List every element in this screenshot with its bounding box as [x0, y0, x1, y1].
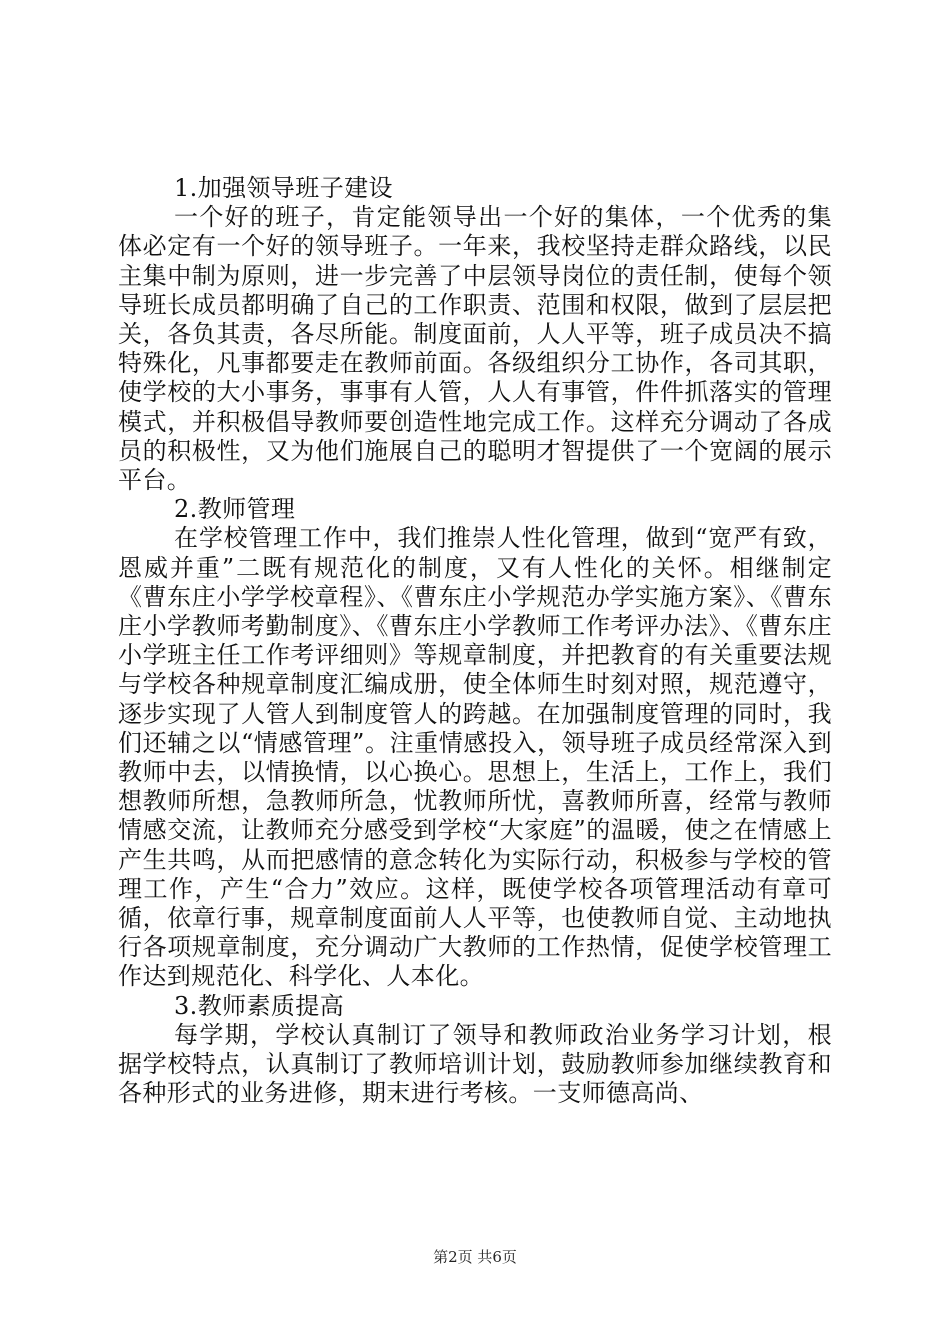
document-body: [118, 174, 832, 1109]
page-number-footer: 第2页 共6页: [433, 1248, 517, 1266]
section-paragraph-2: 在学校管理工作中，我们推崇人性化管理，做到“宽严有致，恩威并重”二既有规范化的制度，又有人性化的关怀。相继制定《曹东庄小学学校章程》、《曹东庄小学规范办学实施方案》、《曹东庄小学教师考勤制度》、《曹东庄小学教师工作考评办法》、《曹东庄小学班主任工作考评细则》等规章制度，并把教育的有关重要法规与学校各种规章制度汇编成册，使全体师生时刻对照，规范遵守，逐步实现了人管人到制度管人的跨越。在加强制度管理的同时，我们还辅之以“情感管理”。注重情感投入，领导班子成员经常深入到教师中去，以情换情，以心换心。思想上，生活上，工作上，我们想教师所想，急教师所急，忧教师所忧，喜教师所喜，经常与教师情感交流，让教师充分感受到学校“大家庭”的温暖，使之在情感上产生共鸣，从而把感情的意念转化为实际行动，积极参与学校的管理工作，产生“合力”效应。这样，既使学校各项管理活动有章可循，依章行事，规章制度面前人人平等，也使教师自觉、主动地执行各项规章制度，充分调动广大教师的工作热情，促使学校管理工作达到规范化、科学化、人本化。: [118, 524, 832, 991]
section-heading-1: 1.加强领导班子建设: [174, 174, 393, 202]
section-heading-2: 2.教师管理: [174, 495, 296, 524]
section-heading-3: 3.教师素质提高: [174, 991, 345, 1020]
section-paragraph-3: 每学期，学校认真制订了领导和教师政治业务学习计划，根据学校特点，认真制订了教师培训计划，鼓励教师参加继续教育和各种形式的业务进修，期末进行考核。一支师德高尚、: [118, 1020, 832, 1108]
section-paragraph-1: 一个好的班子，肯定能领导出一个好的集体，一个优秀的集体必定有一个好的领导班子。一年来，我校坚持走群众路线，以民主集中制为原则，进一步完善了中层领导岗位的责任制，使每个领导班长成员都明确了自己的工作职责、范围和权限，做到了层层把关，各负其责，各尽所能。制度面前，人人平等，班子成员决不搞特殊化，凡事都要走在教师前面。各级组织分工协作，各司其职，使学校的大小事务，事事有人管，人人有事管，件件抓落实的管理模式，并积极倡导教师要创造性地完成工作。这样充分调动了各成员的积极性，又为他们施展自己的聪明才智提供了一个宽阔的展示平台。: [118, 203, 832, 495]
